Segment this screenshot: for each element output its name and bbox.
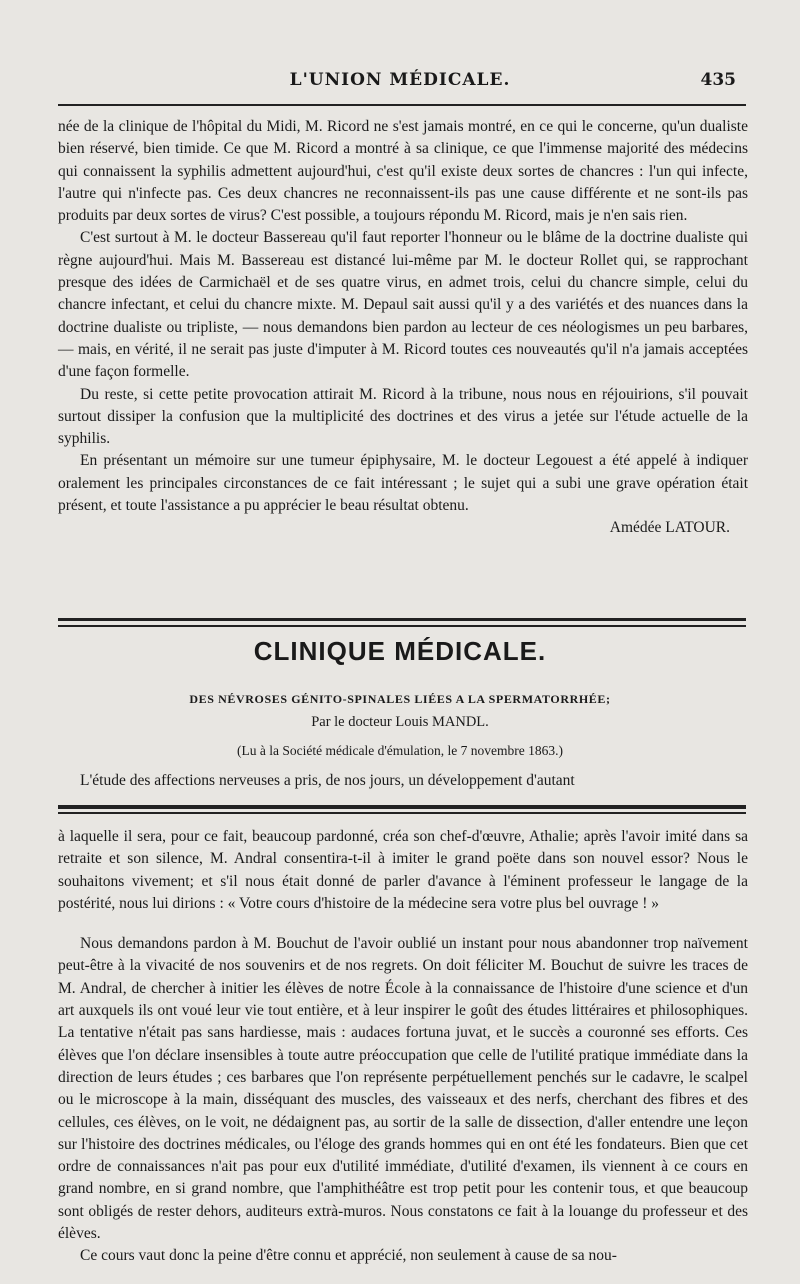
top-article-text <box>58 116 748 540</box>
page-number: 435 <box>700 70 736 90</box>
header-rule <box>58 104 746 106</box>
running-title: L'UNION MÉDICALE. <box>289 70 511 90</box>
feuilleton-text <box>58 826 748 1268</box>
article-subtitle: DES NÉVROSES GÉNITO-SPINALES LIÉES A LA SPERMATORRHÉE; <box>189 692 611 706</box>
paragraph: Nous demandons pardon à M. Bouchut de l'avoir oublié un instant pour nous abandonner trop naïvement peut-être à la vivacité de nos souvenirs et de nos regrets. On doit féliciter M. Bouchut de suivre les traces de M. Andral, de chercher à initier les élèves de notre École à la connaissance de l'histoire d'une science et d'un art auxquels ils ont voué leur vie tout entière, et à leur inspirer le goût des études littéraires et philosophiques. La tentative n'était pas sans hardiesse, mais : audaces fortuna juvat, et le succès a couronné ses efforts. Ces élèves que l'on déclare insensibles à toute autre préoccupation que celle de l'utilité pratique immédiate dans la direction de leurs études ; ces barbares que l'on représente perpétuellement penchés sur le cadavre, le scalpel ou le microscope à la main, disséquant des muscles, des vaisseaux et des nerfs, cherchant des fibres et des cellules, ces élèves, on le voit, ne dédaignent pas, au sortir de la salle de dissection, d'aller entendre une leçon sur l'histoire des doctrines médicales, ou l'éloge des grands hommes qui en ont été les fondateurs. Bien que cet ordre de connaissances n'ait pas pour eux d'utilité immédiate, d'utilité d'examen, ils viennent à ce cours en grand nombre, en si grand nombre, que l'amphithéâtre est trop petit pour les contenir tous, et que beaucoup sont obligés de rester dehors, auditeurs extrà-muros. Nous constatons ce fait à la louange du professeur et des élèves. <box>58 935 748 1243</box>
section-rule <box>58 625 746 627</box>
paragraph: C'est surtout à M. le docteur Bassereau qu'il faut reporter l'honneur ou le blâme de la doctrine dualiste qui règne aujourd'hui. Mais M. Bassereau est distancé lui-même par M. le docteur Rollet qui, se rapprochant presque des idées de Carmichaël et de ses quatre virus, en admet trois, celui du chancre simple, celui du chancre infectant, et celui du chancre mixte. M. Depaul sait aussi qu'il y a des variétés et des nuances dans la doctrine dualiste ou tripliste, — nous demandons bien pardon au lecteur de ces néologismes un peu barbares, — mais, en vérité, il ne serait pas juste d'imputer à M. Ricord toutes ces nouveautés qu'il n'a jamais acceptées d'une façon formelle. <box>58 229 748 381</box>
article-author: Par le docteur Louis MANDL. <box>311 714 489 730</box>
paragraph: née de la clinique de l'hôpital du Midi, M. Ricord ne s'est jamais montré, en ce qui le concerne, qu'un dualiste bien réservé, bien timide. Ce que M. Ricord a montré à sa clinique, ce que l'immense majorité des médecins qui connaissent la syphilis admettent aujourd'hui, c'est qu'il existe deux sortes de chancres : l'un qui infecte, l'autre qui n'infecte pas. Ces deux chancres ne reconnaissent-ils pas une cause différente et ne sont-ils pas produits par deux sortes de virus? C'est possible, a toujours répondu M. Ricord, mais je n'en sais rien. <box>58 118 748 225</box>
feuilleton-rule <box>58 805 746 809</box>
feuilleton-rule <box>58 812 746 814</box>
paragraph: à laquelle il sera, pour ce fait, beaucoup pardonné, créa son chef-d'œuvre, Athalie; après l'avoir imité dans sa retraite et son silence, M. Andral consentira-t-il à imiter le grand poëte dans son nouvel essor? Nous le souhaitons vivement; et s'il nous était donné de parler d'avance à l'éminent professeur le langage de la postérité, nous lui dirions : « Votre cours d'histoire de la médecine sera votre plus bel ouvrage ! » <box>58 828 748 912</box>
paragraph-gap <box>58 915 748 933</box>
paragraph: En présentant un mémoire sur une tumeur épiphysaire, M. le docteur Legouest a été appelé à indiquer oralement les principales circonstances de ce fait intéressant ; le sujet qui a subi une grave opération était présent, et toute l'assistance a pu apprécier le beau résultat obtenu. <box>58 452 748 515</box>
section-rule <box>58 618 746 621</box>
article-first-line: L'étude des affections nerveuses a pris, de nos jours, un développement d'autant <box>80 772 575 789</box>
signature: Amédée LATOUR. <box>609 519 730 537</box>
page-header <box>58 70 742 96</box>
paragraph: Du reste, si cette petite provocation attirait M. Ricord à la tribune, nous nous en réjouirions, s'il pouvait surtout dissiper la confusion que la multiplicité des doctrines et des virus a jetée sur l'étude actuelle de la syphilis. <box>58 385 748 448</box>
article-note: (Lu à la Société médicale d'émulation, le 7 novembre 1863.) <box>237 743 563 758</box>
paragraph: Ce cours vaut donc la peine d'être connu et apprécié, non seulement à cause de sa nou- <box>80 1247 617 1265</box>
section-title: CLINIQUE MÉDICALE. <box>253 636 547 666</box>
